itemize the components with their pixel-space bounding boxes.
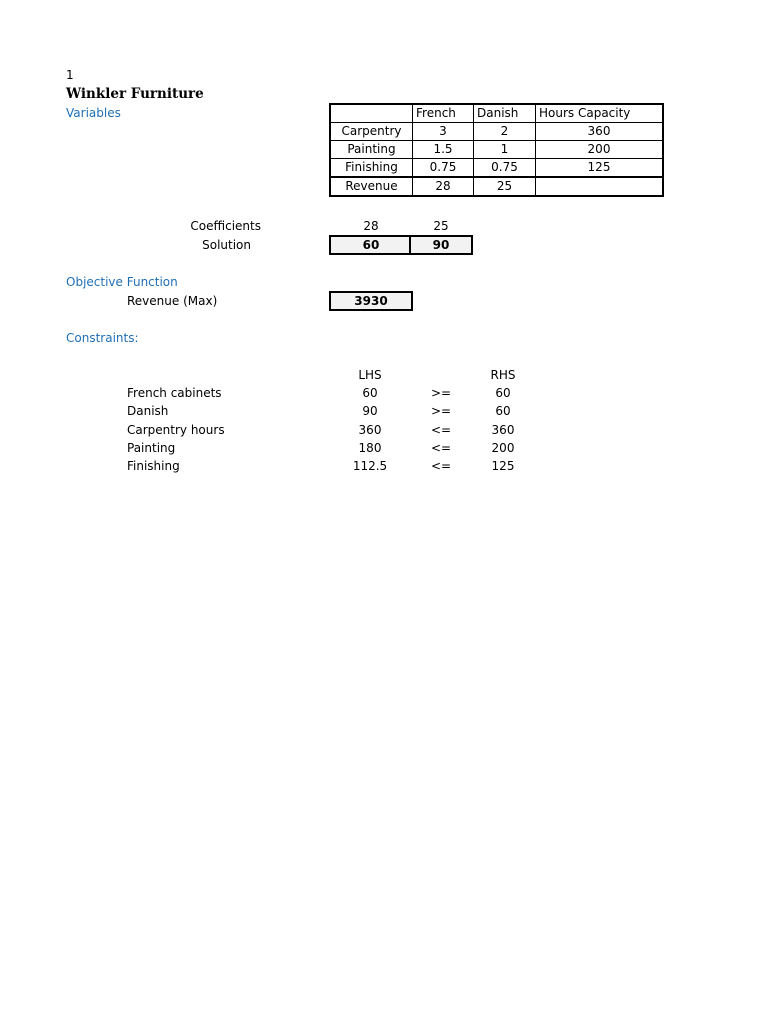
table-row <box>330 177 663 196</box>
constraint-rhs: 200 <box>491 441 515 455</box>
solution-label: Solution <box>202 238 251 252</box>
constraint-operator: <= <box>430 441 452 455</box>
constraint-lhs: 90 <box>362 404 378 418</box>
constraint-operator: <= <box>430 459 452 473</box>
table-cell: 0.75 <box>474 159 536 178</box>
table-cell: Painting <box>330 141 413 159</box>
table-cell: 25 <box>474 177 536 196</box>
page-title: Winkler Furniture <box>66 86 204 102</box>
table-row <box>330 123 663 141</box>
constraint-operator: >= <box>430 404 452 418</box>
table-header-cell: French <box>413 104 474 123</box>
constraint-rhs: 60 <box>495 404 511 418</box>
coefficient-danish: 25 <box>433 219 449 233</box>
table-cell: Carpentry <box>330 123 413 141</box>
table-cell: 1.5 <box>413 141 474 159</box>
table-cell: 200 <box>536 141 664 159</box>
sheet-number: 1 <box>66 68 74 82</box>
coefficients-label: Coefficients <box>190 219 261 233</box>
constraint-rhs: 125 <box>491 459 515 473</box>
solution-french-cell[interactable]: 60 <box>329 235 413 255</box>
constraint-name: Painting <box>127 441 176 455</box>
table-cell: Finishing <box>330 159 413 178</box>
constraint-lhs: 60 <box>362 386 378 400</box>
table-header-row <box>330 104 663 123</box>
constraint-name: Danish <box>127 404 169 418</box>
table-cell: 28 <box>413 177 474 196</box>
constraint-name: French cabinets <box>127 386 222 400</box>
objective-label: Revenue (Max) <box>127 294 218 308</box>
table-row <box>330 159 663 178</box>
table-cell: 360 <box>536 123 664 141</box>
constraint-operator: <= <box>430 423 452 437</box>
constraint-lhs: 112.5 <box>352 459 388 473</box>
rhs-header: RHS <box>490 368 516 382</box>
constraint-rhs: 360 <box>491 423 515 437</box>
table-cell: Revenue <box>330 177 413 196</box>
solution-danish-cell[interactable]: 90 <box>409 235 473 255</box>
table-header-cell <box>330 104 413 123</box>
table-cell: 1 <box>474 141 536 159</box>
table-cell: 2 <box>474 123 536 141</box>
table-header-cell: Danish <box>474 104 536 123</box>
variables-section-label: Variables <box>66 106 121 120</box>
table-header-cell: Hours Capacity <box>536 104 664 123</box>
objective-value-cell[interactable]: 3930 <box>329 291 413 311</box>
table-cell <box>536 177 664 196</box>
table-cell: 3 <box>413 123 474 141</box>
table-row <box>330 141 663 159</box>
lhs-header: LHS <box>358 368 382 382</box>
coefficient-french: 28 <box>363 219 379 233</box>
constraints-section-label: Constraints: <box>66 331 139 345</box>
constraint-rhs: 60 <box>495 386 511 400</box>
table-cell: 125 <box>536 159 664 178</box>
constraint-name: Finishing <box>127 459 180 473</box>
objective-section-label: Objective Function <box>66 275 178 289</box>
constraint-lhs: 180 <box>358 441 382 455</box>
variables-table <box>329 103 664 197</box>
constraint-operator: >= <box>430 386 452 400</box>
table-cell: 0.75 <box>413 159 474 178</box>
constraint-lhs: 360 <box>358 423 382 437</box>
constraint-name: Carpentry hours <box>127 423 225 437</box>
